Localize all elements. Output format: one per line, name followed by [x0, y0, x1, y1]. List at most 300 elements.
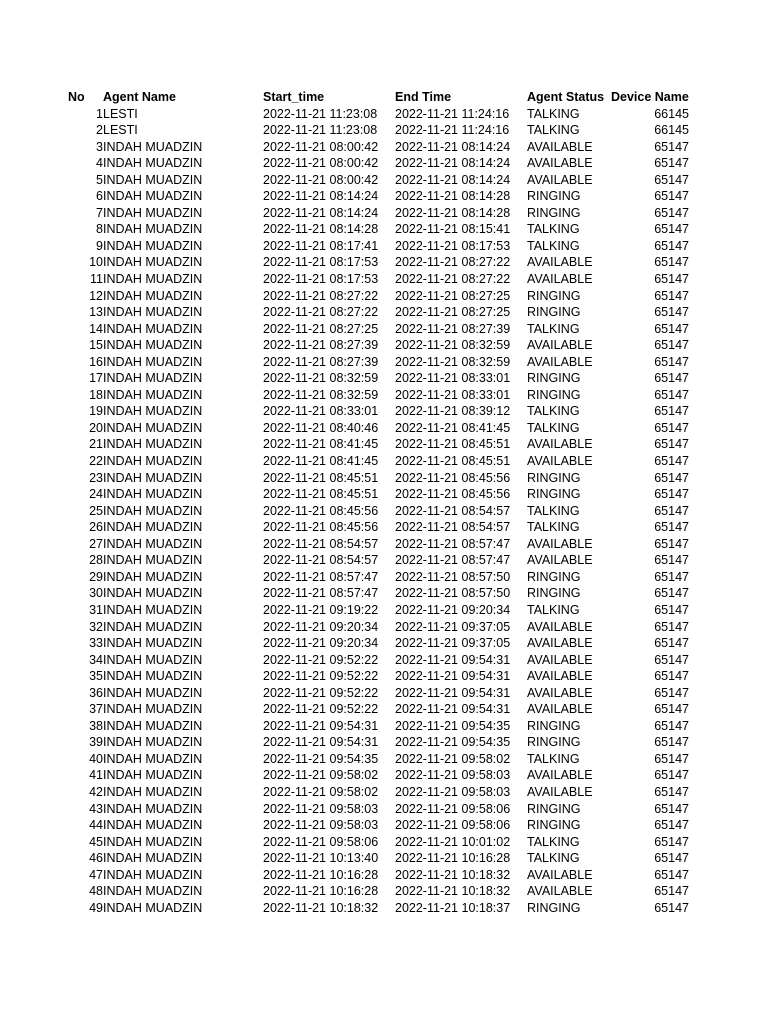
cell-no: 5 [96, 172, 103, 187]
cell-agent-name: INDAH MUADZIN [103, 834, 203, 849]
cell-start-time: 2022-11-21 08:27:25 [263, 321, 379, 336]
cell-no: 8 [96, 222, 103, 237]
cell-agent-status: AVAILABLE [527, 636, 593, 651]
cell-start-time: 2022-11-21 08:00:42 [263, 139, 379, 154]
cell-device-name: 65147 [654, 735, 689, 750]
cell-agent-name: INDAH MUADZIN [103, 305, 203, 320]
cell-no: 44 [89, 818, 103, 833]
cell-device-name: 66145 [654, 123, 689, 138]
cell-agent-name: INDAH MUADZIN [103, 437, 203, 452]
table-row [68, 453, 689, 470]
cell-no: 26 [89, 520, 103, 535]
cell-no: 46 [89, 851, 103, 866]
cell-start-time: 2022-11-21 09:20:34 [263, 619, 379, 634]
cell-agent-status: TALKING [527, 222, 580, 237]
cell-start-time: 2022-11-21 08:14:24 [263, 205, 379, 220]
cell-no: 31 [89, 602, 103, 617]
cell-device-name: 65147 [654, 503, 689, 518]
cell-agent-status: AVAILABLE [527, 172, 593, 187]
cell-device-name: 65147 [654, 354, 689, 369]
cell-agent-name: INDAH MUADZIN [103, 139, 203, 154]
cell-agent-status: TALKING [527, 321, 580, 336]
cell-agent-status: TALKING [527, 602, 580, 617]
cell-end-time: 2022-11-21 09:54:31 [395, 685, 511, 700]
cell-agent-name: INDAH MUADZIN [103, 172, 203, 187]
table-row [68, 238, 689, 255]
column-header-start-time: Start_time [263, 90, 325, 104]
cell-end-time: 2022-11-21 09:20:34 [395, 602, 511, 617]
cell-device-name: 65147 [654, 586, 689, 601]
cell-start-time: 2022-11-21 08:27:22 [263, 288, 379, 303]
cell-agent-name: INDAH MUADZIN [103, 238, 203, 253]
cell-device-name: 65147 [654, 834, 689, 849]
column-header-no: No [68, 90, 85, 104]
cell-end-time: 2022-11-21 08:17:53 [395, 238, 511, 253]
table-row [68, 602, 689, 619]
column-header-device-name: Device Name [611, 90, 689, 104]
cell-agent-name: LESTI [103, 123, 138, 138]
cell-agent-name: INDAH MUADZIN [103, 784, 203, 799]
cell-agent-status: RINGING [527, 305, 581, 320]
cell-agent-status: TALKING [527, 420, 580, 435]
cell-no: 40 [89, 751, 103, 766]
cell-device-name: 65147 [654, 487, 689, 502]
cell-device-name: 65147 [654, 768, 689, 783]
table-row [68, 370, 689, 387]
column-header-agent-name: Agent Name [103, 90, 176, 104]
cell-start-time: 2022-11-21 09:52:22 [263, 652, 379, 667]
table-row [68, 221, 689, 238]
table-row [68, 784, 689, 801]
cell-no: 1 [96, 106, 103, 121]
table-row [68, 834, 689, 851]
cell-agent-status: AVAILABLE [527, 884, 593, 899]
cell-no: 19 [89, 404, 103, 419]
cell-device-name: 65147 [654, 420, 689, 435]
cell-device-name: 65147 [654, 172, 689, 187]
cell-end-time: 2022-11-21 08:27:39 [395, 321, 511, 336]
cell-device-name: 65147 [654, 900, 689, 915]
table-row [68, 254, 689, 271]
cell-no: 48 [89, 884, 103, 899]
table-row [68, 470, 689, 487]
cell-start-time: 2022-11-21 08:17:53 [263, 255, 379, 270]
cell-no: 14 [89, 321, 103, 336]
table-row [68, 718, 689, 735]
cell-agent-status: TALKING [527, 751, 580, 766]
table-row [68, 172, 689, 189]
cell-no: 7 [96, 205, 103, 220]
cell-end-time: 2022-11-21 08:33:01 [395, 371, 511, 386]
cell-agent-status: RINGING [527, 205, 581, 220]
cell-device-name: 65147 [654, 685, 689, 700]
cell-no: 4 [96, 156, 103, 171]
cell-agent-status: RINGING [527, 470, 581, 485]
cell-device-name: 65147 [654, 454, 689, 469]
cell-end-time: 2022-11-21 08:45:56 [395, 470, 511, 485]
table-row [68, 436, 689, 453]
cell-start-time: 2022-11-21 10:18:32 [263, 900, 379, 915]
cell-agent-status: TALKING [527, 834, 580, 849]
cell-start-time: 2022-11-21 09:58:03 [263, 818, 379, 833]
cell-device-name: 65147 [654, 437, 689, 452]
cell-start-time: 2022-11-21 09:58:06 [263, 834, 379, 849]
table-row [68, 619, 689, 636]
cell-no: 3 [96, 139, 103, 154]
cell-end-time: 2022-11-21 10:18:32 [395, 884, 511, 899]
cell-agent-status: TALKING [527, 404, 580, 419]
cell-end-time: 2022-11-21 08:57:50 [395, 586, 511, 601]
cell-agent-name: INDAH MUADZIN [103, 222, 203, 237]
table-row [68, 139, 689, 156]
cell-no: 28 [89, 553, 103, 568]
agent-status-table [68, 89, 689, 916]
cell-start-time: 2022-11-21 11:23:08 [263, 123, 378, 138]
cell-device-name: 65147 [654, 602, 689, 617]
cell-no: 30 [89, 586, 103, 601]
table-row [68, 354, 689, 371]
cell-device-name: 65147 [654, 801, 689, 816]
cell-end-time: 2022-11-21 08:57:47 [395, 553, 511, 568]
table-row [68, 867, 689, 884]
cell-device-name: 65147 [654, 139, 689, 154]
cell-agent-name: INDAH MUADZIN [103, 189, 203, 204]
cell-agent-name: INDAH MUADZIN [103, 321, 203, 336]
cell-agent-name: INDAH MUADZIN [103, 900, 203, 915]
table-row [68, 883, 689, 900]
cell-end-time: 2022-11-21 11:24:16 [395, 106, 510, 121]
cell-start-time: 2022-11-21 08:14:24 [263, 189, 379, 204]
table-row [68, 122, 689, 139]
cell-agent-name: INDAH MUADZIN [103, 801, 203, 816]
cell-device-name: 65147 [654, 619, 689, 634]
cell-start-time: 2022-11-21 08:54:57 [263, 536, 379, 551]
table-row [68, 271, 689, 288]
cell-start-time: 2022-11-21 08:17:53 [263, 272, 379, 287]
cell-agent-status: TALKING [527, 520, 580, 535]
cell-end-time: 2022-11-21 09:54:35 [395, 735, 511, 750]
cell-device-name: 65147 [654, 536, 689, 551]
column-header-end-time: End Time [395, 90, 452, 104]
table-row [68, 106, 689, 123]
cell-agent-name: INDAH MUADZIN [103, 420, 203, 435]
cell-agent-name: INDAH MUADZIN [103, 272, 203, 287]
cell-end-time: 2022-11-21 10:16:28 [395, 851, 511, 866]
cell-start-time: 2022-11-21 08:00:42 [263, 172, 379, 187]
cell-end-time: 2022-11-21 10:18:32 [395, 867, 511, 882]
table-header-row [68, 89, 689, 106]
cell-no: 35 [89, 669, 103, 684]
cell-no: 41 [89, 768, 103, 783]
cell-agent-status: TALKING [527, 238, 580, 253]
cell-agent-name: INDAH MUADZIN [103, 205, 203, 220]
cell-start-time: 2022-11-21 11:23:08 [263, 106, 378, 121]
cell-start-time: 2022-11-21 10:16:28 [263, 867, 379, 882]
cell-agent-name: INDAH MUADZIN [103, 288, 203, 303]
cell-device-name: 65147 [654, 818, 689, 833]
cell-end-time: 2022-11-21 09:54:31 [395, 669, 511, 684]
cell-end-time: 2022-11-21 11:24:16 [395, 123, 510, 138]
cell-agent-status: RINGING [527, 900, 581, 915]
cell-device-name: 65147 [654, 884, 689, 899]
cell-device-name: 65147 [654, 387, 689, 402]
table-row [68, 155, 689, 172]
cell-end-time: 2022-11-21 09:58:03 [395, 784, 511, 799]
cell-start-time: 2022-11-21 09:54:35 [263, 751, 379, 766]
cell-device-name: 65147 [654, 867, 689, 882]
table-row [68, 767, 689, 784]
table-row [68, 536, 689, 553]
cell-start-time: 2022-11-21 09:54:31 [263, 735, 379, 750]
cell-start-time: 2022-11-21 08:45:56 [263, 503, 379, 518]
cell-end-time: 2022-11-21 10:18:37 [395, 900, 511, 915]
cell-agent-status: AVAILABLE [527, 553, 593, 568]
cell-agent-name: INDAH MUADZIN [103, 338, 203, 353]
cell-agent-name: INDAH MUADZIN [103, 569, 203, 584]
cell-no: 29 [89, 569, 103, 584]
cell-no: 12 [89, 288, 103, 303]
table-row [68, 420, 689, 437]
cell-agent-status: AVAILABLE [527, 652, 593, 667]
cell-start-time: 2022-11-21 08:41:45 [263, 454, 379, 469]
cell-device-name: 65147 [654, 520, 689, 535]
table-row [68, 503, 689, 520]
cell-start-time: 2022-11-21 08:45:56 [263, 520, 379, 535]
cell-end-time: 2022-11-21 09:58:02 [395, 751, 511, 766]
cell-device-name: 65147 [654, 718, 689, 733]
cell-start-time: 2022-11-21 08:45:51 [263, 487, 379, 502]
cell-agent-status: AVAILABLE [527, 139, 593, 154]
cell-device-name: 65147 [654, 652, 689, 667]
cell-device-name: 65147 [654, 156, 689, 171]
cell-agent-status: AVAILABLE [527, 354, 593, 369]
cell-no: 15 [89, 338, 103, 353]
cell-agent-status: AVAILABLE [527, 784, 593, 799]
table-row [68, 635, 689, 652]
cell-end-time: 2022-11-21 09:37:05 [395, 619, 511, 634]
cell-agent-name: INDAH MUADZIN [103, 685, 203, 700]
cell-end-time: 2022-11-21 08:27:22 [395, 272, 511, 287]
cell-no: 45 [89, 834, 103, 849]
cell-end-time: 2022-11-21 10:01:02 [395, 834, 511, 849]
cell-start-time: 2022-11-21 09:52:22 [263, 685, 379, 700]
cell-device-name: 65147 [654, 371, 689, 386]
cell-device-name: 65147 [654, 470, 689, 485]
table-row [68, 403, 689, 420]
cell-end-time: 2022-11-21 08:32:59 [395, 354, 511, 369]
cell-end-time: 2022-11-21 09:54:35 [395, 718, 511, 733]
cell-no: 27 [89, 536, 103, 551]
cell-device-name: 65147 [654, 189, 689, 204]
table-row [68, 288, 689, 305]
cell-agent-status: AVAILABLE [527, 272, 593, 287]
cell-no: 23 [89, 470, 103, 485]
cell-no: 24 [89, 487, 103, 502]
cell-agent-status: RINGING [527, 801, 581, 816]
cell-agent-status: AVAILABLE [527, 437, 593, 452]
cell-start-time: 2022-11-21 09:20:34 [263, 636, 379, 651]
cell-end-time: 2022-11-21 08:14:24 [395, 172, 511, 187]
cell-start-time: 2022-11-21 08:27:22 [263, 305, 379, 320]
cell-no: 33 [89, 636, 103, 651]
table-row [68, 850, 689, 867]
cell-device-name: 65147 [654, 702, 689, 717]
cell-start-time: 2022-11-21 09:58:02 [263, 768, 379, 783]
cell-agent-status: AVAILABLE [527, 338, 593, 353]
table-row [68, 817, 689, 834]
cell-start-time: 2022-11-21 08:27:39 [263, 354, 379, 369]
cell-device-name: 65147 [654, 784, 689, 799]
cell-end-time: 2022-11-21 08:54:57 [395, 503, 511, 518]
cell-no: 2 [96, 123, 103, 138]
cell-no: 34 [89, 652, 103, 667]
cell-agent-status: RINGING [527, 735, 581, 750]
cell-start-time: 2022-11-21 08:27:39 [263, 338, 379, 353]
cell-agent-name: INDAH MUADZIN [103, 156, 203, 171]
cell-device-name: 65147 [654, 238, 689, 253]
cell-device-name: 66145 [654, 106, 689, 121]
cell-agent-status: AVAILABLE [527, 685, 593, 700]
cell-agent-name: INDAH MUADZIN [103, 371, 203, 386]
cell-no: 21 [89, 437, 103, 452]
cell-end-time: 2022-11-21 09:37:05 [395, 636, 511, 651]
cell-agent-name: INDAH MUADZIN [103, 751, 203, 766]
cell-start-time: 2022-11-21 09:52:22 [263, 702, 379, 717]
cell-agent-name: INDAH MUADZIN [103, 669, 203, 684]
cell-no: 47 [89, 867, 103, 882]
table-row [68, 751, 689, 768]
cell-device-name: 65147 [654, 205, 689, 220]
table-row [68, 585, 689, 602]
cell-agent-name: INDAH MUADZIN [103, 718, 203, 733]
cell-end-time: 2022-11-21 09:58:06 [395, 818, 511, 833]
cell-agent-name: INDAH MUADZIN [103, 768, 203, 783]
cell-end-time: 2022-11-21 08:54:57 [395, 520, 511, 535]
cell-device-name: 65147 [654, 272, 689, 287]
cell-agent-status: AVAILABLE [527, 669, 593, 684]
cell-no: 11 [90, 272, 103, 287]
table-body [68, 106, 689, 917]
cell-no: 16 [89, 354, 103, 369]
cell-end-time: 2022-11-21 08:45:56 [395, 487, 511, 502]
cell-agent-name: INDAH MUADZIN [103, 387, 203, 402]
cell-agent-status: AVAILABLE [527, 619, 593, 634]
cell-agent-status: AVAILABLE [527, 255, 593, 270]
cell-end-time: 2022-11-21 08:14:28 [395, 189, 511, 204]
table-row [68, 900, 689, 917]
table-row [68, 685, 689, 702]
table-row [68, 321, 689, 338]
cell-start-time: 2022-11-21 08:41:45 [263, 437, 379, 452]
cell-agent-status: TALKING [527, 123, 580, 138]
cell-device-name: 65147 [654, 255, 689, 270]
cell-agent-name: INDAH MUADZIN [103, 503, 203, 518]
cell-start-time: 2022-11-21 08:57:47 [263, 569, 379, 584]
cell-start-time: 2022-11-21 08:45:51 [263, 470, 379, 485]
table-row [68, 652, 689, 669]
cell-device-name: 65147 [654, 222, 689, 237]
cell-end-time: 2022-11-21 08:14:24 [395, 139, 511, 154]
cell-agent-name: INDAH MUADZIN [103, 454, 203, 469]
cell-agent-name: INDAH MUADZIN [103, 470, 203, 485]
table-row [68, 304, 689, 321]
cell-end-time: 2022-11-21 08:41:45 [395, 420, 511, 435]
cell-end-time: 2022-11-21 08:39:12 [395, 404, 511, 419]
cell-agent-name: INDAH MUADZIN [103, 652, 203, 667]
cell-device-name: 65147 [654, 636, 689, 651]
cell-no: 9 [96, 238, 103, 253]
table-row [68, 337, 689, 354]
table-row [68, 552, 689, 569]
cell-end-time: 2022-11-21 08:15:41 [395, 222, 511, 237]
cell-end-time: 2022-11-21 08:45:51 [395, 454, 511, 469]
cell-agent-name: INDAH MUADZIN [103, 487, 203, 502]
cell-agent-status: RINGING [527, 189, 581, 204]
cell-start-time: 2022-11-21 10:13:40 [263, 851, 379, 866]
cell-agent-name: INDAH MUADZIN [103, 735, 203, 750]
cell-agent-status: RINGING [527, 569, 581, 584]
cell-no: 20 [89, 420, 103, 435]
cell-agent-name: INDAH MUADZIN [103, 867, 203, 882]
cell-start-time: 2022-11-21 08:17:41 [263, 238, 379, 253]
cell-agent-name: INDAH MUADZIN [103, 851, 203, 866]
cell-start-time: 2022-11-21 08:14:28 [263, 222, 379, 237]
cell-agent-name: INDAH MUADZIN [103, 702, 203, 717]
cell-end-time: 2022-11-21 08:14:28 [395, 205, 511, 220]
cell-start-time: 2022-11-21 08:32:59 [263, 371, 379, 386]
cell-agent-status: AVAILABLE [527, 768, 593, 783]
table-row [68, 801, 689, 818]
cell-end-time: 2022-11-21 08:27:25 [395, 305, 511, 320]
cell-device-name: 65147 [654, 404, 689, 419]
cell-end-time: 2022-11-21 08:27:25 [395, 288, 511, 303]
cell-agent-status: AVAILABLE [527, 867, 593, 882]
table-row [68, 701, 689, 718]
cell-start-time: 2022-11-21 09:52:22 [263, 669, 379, 684]
table-row [68, 734, 689, 751]
cell-start-time: 2022-11-21 10:16:28 [263, 884, 379, 899]
cell-device-name: 65147 [654, 288, 689, 303]
cell-no: 39 [89, 735, 103, 750]
cell-start-time: 2022-11-21 08:40:46 [263, 420, 379, 435]
cell-agent-name: INDAH MUADZIN [103, 636, 203, 651]
cell-no: 37 [89, 702, 103, 717]
cell-agent-name: INDAH MUADZIN [103, 884, 203, 899]
cell-agent-status: TALKING [527, 106, 580, 121]
cell-device-name: 65147 [654, 553, 689, 568]
cell-device-name: 65147 [654, 321, 689, 336]
cell-start-time: 2022-11-21 08:57:47 [263, 586, 379, 601]
cell-end-time: 2022-11-21 09:58:06 [395, 801, 511, 816]
cell-agent-status: RINGING [527, 387, 581, 402]
cell-device-name: 65147 [654, 569, 689, 584]
cell-agent-name: INDAH MUADZIN [103, 255, 203, 270]
table-row [68, 668, 689, 685]
cell-end-time: 2022-11-21 09:54:31 [395, 652, 511, 667]
cell-no: 43 [89, 801, 103, 816]
cell-start-time: 2022-11-21 08:32:59 [263, 387, 379, 402]
cell-agent-name: INDAH MUADZIN [103, 818, 203, 833]
cell-start-time: 2022-11-21 08:33:01 [263, 404, 379, 419]
cell-agent-status: RINGING [527, 487, 581, 502]
cell-end-time: 2022-11-21 09:54:31 [395, 702, 511, 717]
cell-end-time: 2022-11-21 08:33:01 [395, 387, 511, 402]
column-header-agent-status: Agent Status [527, 90, 605, 104]
cell-start-time: 2022-11-21 09:58:02 [263, 784, 379, 799]
cell-start-time: 2022-11-21 09:58:03 [263, 801, 379, 816]
cell-device-name: 65147 [654, 851, 689, 866]
cell-end-time: 2022-11-21 08:27:22 [395, 255, 511, 270]
